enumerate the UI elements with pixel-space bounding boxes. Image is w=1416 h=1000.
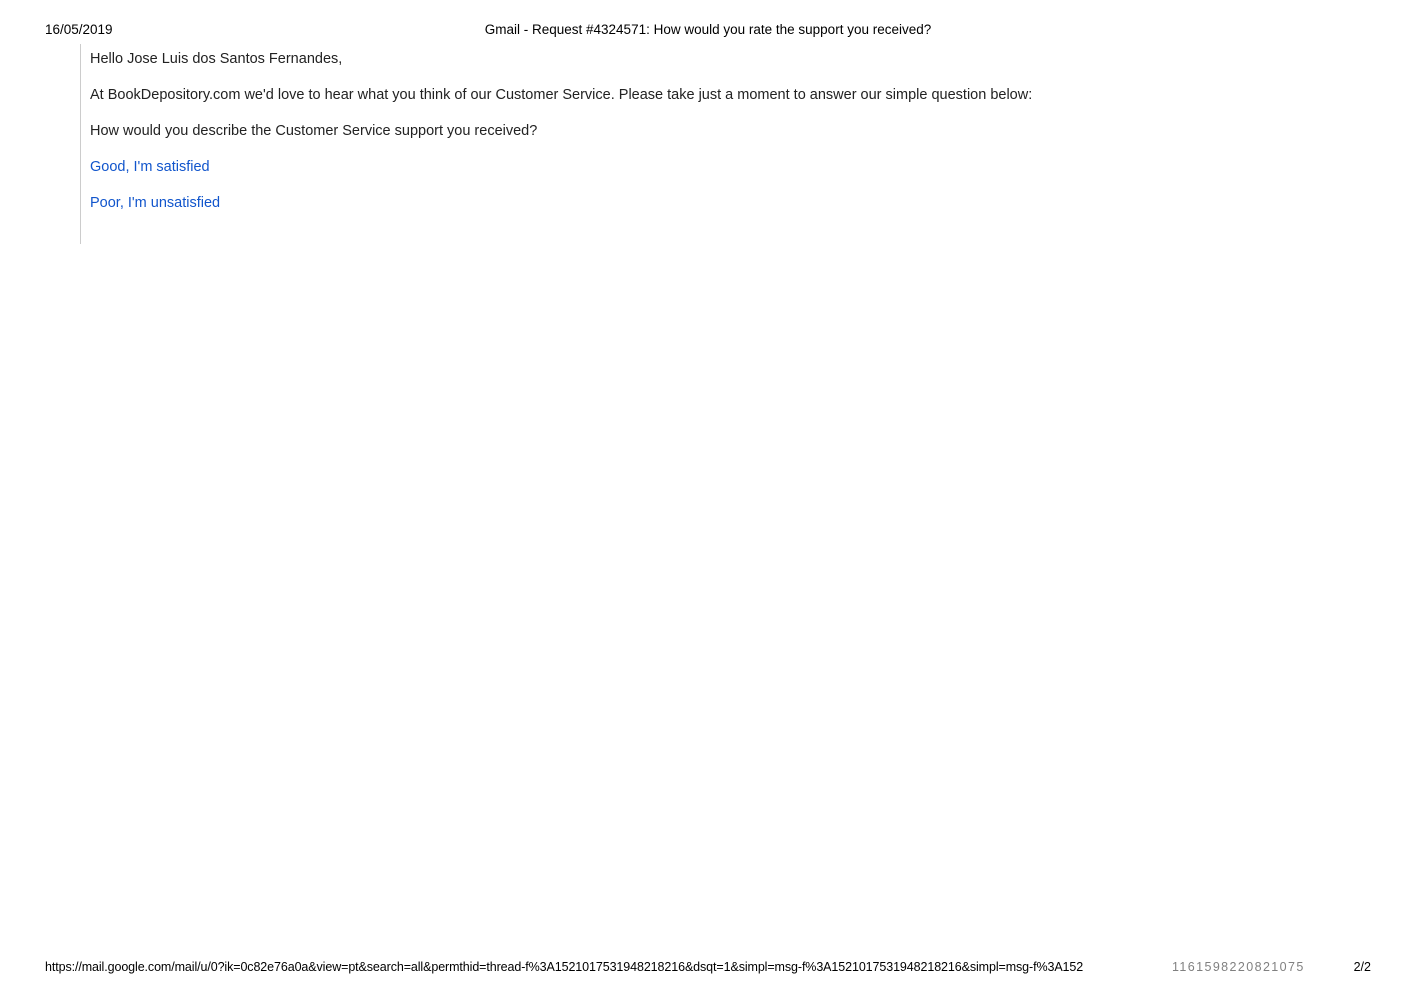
greeting-text: Hello Jose Luis dos Santos Fernandes, xyxy=(90,51,343,67)
footer-url: https://mail.google.com/mail/u/0?ik=0c82e76a0a&view=pt&search=all&permthid=thread-f%3A1521017531948218216&dsqt=1&simpl=msg-f%3A1521017531948218216&simpl=msg-f%3A152 xyxy=(45,960,1084,974)
question-text: How would you describe the Customer Service support you received? xyxy=(90,123,538,139)
option-poor xyxy=(90,194,1360,212)
page-footer xyxy=(0,960,1416,978)
footer-url-overlap: 1161598220821075 xyxy=(1172,960,1305,974)
page-header xyxy=(0,22,1416,42)
option-good xyxy=(90,158,1360,176)
header-title: Gmail - Request #4324571: How would you rate the support you received? xyxy=(484,22,932,37)
intro-text: At BookDepository.com we'd love to hear what you think of our Customer Service. Please take just a moment to answer our simple question below: xyxy=(90,87,1033,103)
email-content xyxy=(90,44,1360,230)
link-good-satisfied[interactable]: Good, I'm satisfied xyxy=(90,159,210,175)
footer-page-number: 2/2 xyxy=(1353,960,1371,974)
quote-bar xyxy=(80,44,81,244)
header-date: 16/05/2019 xyxy=(45,22,113,37)
link-poor-unsatisfied[interactable]: Poor, I'm unsatisfied xyxy=(90,195,221,211)
